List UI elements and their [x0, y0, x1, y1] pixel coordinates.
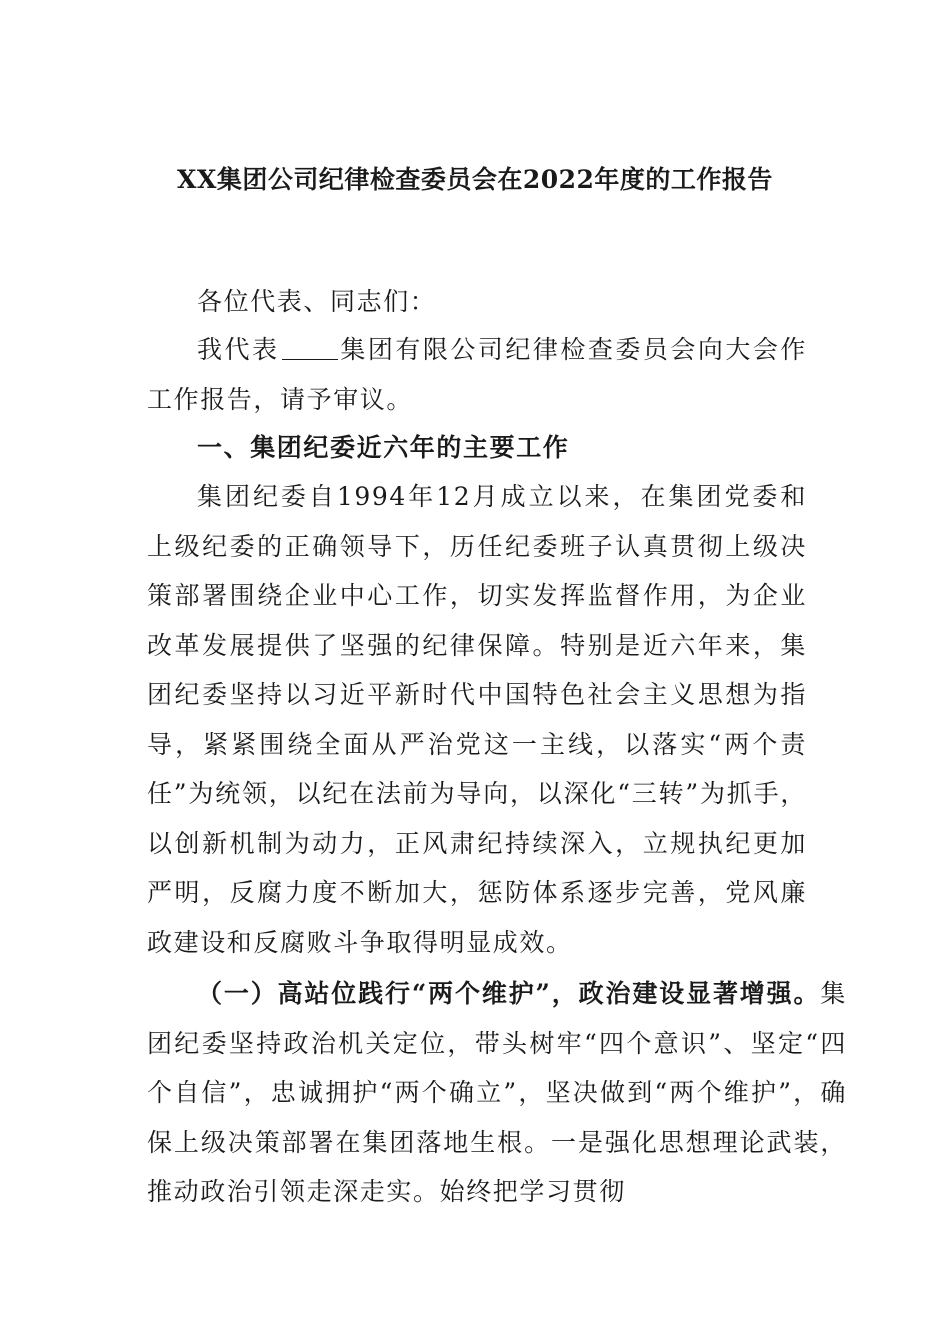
- subsection-paragraph: [147, 969, 847, 1217]
- section-paragraph: 集团纪委自1994年12月成立以来，在集团党委和上级纪委的正确领导下，历任纪委班子认真贯彻上级决策部署围绕企业中心工作，切实发挥监督作用，为企业改革发展提供了坚强的纪律保障。特别是近六年来，集团纪委坚持以习近平新时代中国特色社会主义思想为指导，紧紧围绕全面从严治党这一主线，以落实“两个责任”为统领，以纪在法前为导向，以深化“三转”为抓手，以创新机制为动力，正风肃纪持续深入，立规执纪更加严明，反腐力度不断加大，惩防体系逐步完善，党风廉政建设和反腐败斗争取得明显成效。: [147, 482, 807, 957]
- subsection-heading: （一）高站位践行“两个维护”，政治建设显著增强。: [197, 979, 821, 1008]
- section-heading: 一、集团纪委近六年的主要工作: [197, 433, 570, 462]
- document-title: XX集团公司纪律检查委员会在2022年度的工作报告: [177, 165, 773, 194]
- subsection-body: 集团纪委坚持政治机关定位，带头树牢“四个意识”、坚定“四个自信”，忠诚拥护“两个确立”，坚决做到“两个维护”，确保上级决策部署在集团落地生根。一是强化思想理论武装，推动政治引领走深走实。始终把学习贯彻: [147, 979, 847, 1206]
- fill-in-blank: [282, 337, 338, 360]
- intro-text-after-blank: 集团有限公司纪律检查委员会向大会作工作报告，请予审议。: [147, 335, 807, 414]
- salutation: 各位代表、同志们：: [197, 287, 437, 316]
- intro-paragraph: [147, 325, 807, 424]
- intro-text-before-blank: 我代表: [197, 335, 280, 364]
